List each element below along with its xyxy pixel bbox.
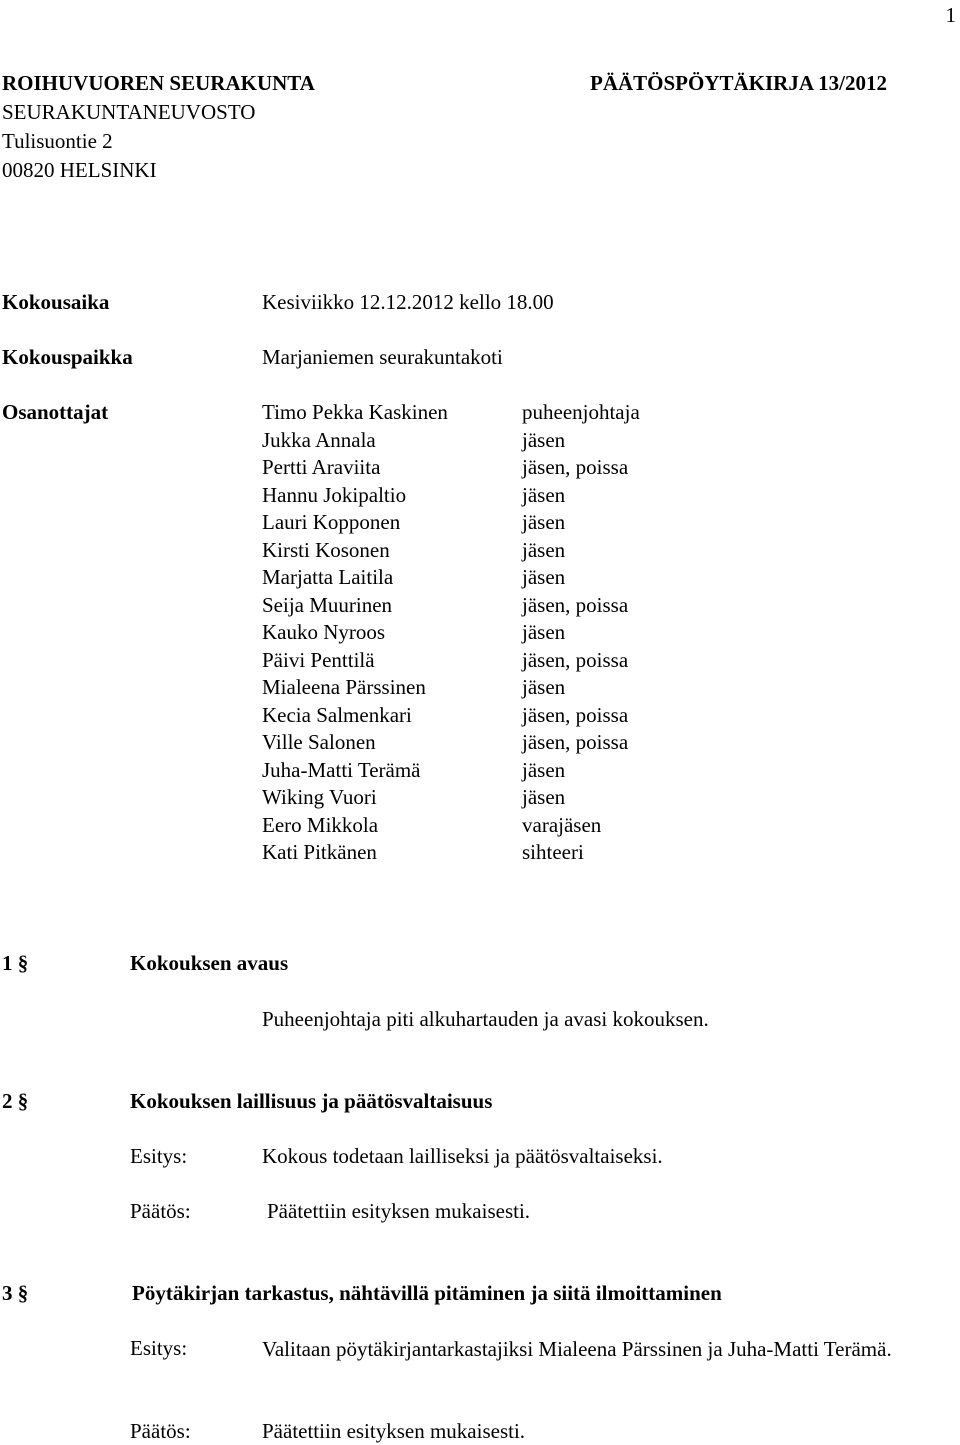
- participant-name: Wiking Vuori: [262, 785, 377, 809]
- participants-list: [262, 399, 640, 867]
- section-3-number: 3 §: [2, 1281, 29, 1305]
- participant-row: [262, 482, 640, 510]
- participant-role: sihteeri: [522, 840, 584, 864]
- participant-role: jäsen: [522, 620, 566, 644]
- org-street: Tulisuontie 2: [2, 129, 113, 153]
- participant-name: Juha-Matti Terämä: [262, 757, 421, 782]
- section-3-paatos-text: Päätettiin esityksen mukaisesti.: [262, 1419, 526, 1443]
- participant-row: [262, 812, 640, 840]
- section-3-paatos-label: Päätös:: [130, 1419, 191, 1443]
- participant-row: [262, 839, 640, 867]
- section-2-esitys-label: Esitys:: [130, 1144, 188, 1168]
- section-2-paatos-text: Päätettiin esityksen mukaisesti.: [267, 1199, 531, 1223]
- participant-row: [262, 592, 640, 620]
- participant-row: [262, 454, 640, 482]
- participant-name: Kati Pitkänen: [262, 840, 377, 864]
- participant-name: Päivi Penttilä: [262, 647, 375, 672]
- participant-role: varajäsen: [522, 812, 602, 837]
- participant-role: jäsen, poissa: [522, 592, 629, 617]
- org-name: ROIHUVUOREN SEURAKUNTA: [2, 71, 315, 95]
- participant-role: jäsen, poissa: [522, 647, 629, 672]
- page-number: 1: [945, 3, 956, 27]
- participant-row: [262, 399, 640, 427]
- participant-name: Eero Mikkola: [262, 812, 379, 837]
- participant-role: jäsen, poissa: [522, 702, 629, 727]
- participant-row: [262, 509, 640, 537]
- participant-role: jäsen, poissa: [522, 455, 629, 479]
- section-1-number: 1 §: [2, 951, 29, 975]
- participant-role: jäsen: [522, 427, 566, 452]
- participant-name: Marjatta Laitila: [262, 565, 394, 589]
- participant-row: [262, 674, 640, 702]
- participant-row: [262, 427, 640, 455]
- participant-row: [262, 702, 640, 730]
- participant-name: Seija Muurinen: [262, 592, 393, 617]
- participant-role: jäsen, poissa: [522, 730, 629, 754]
- participant-role: puheenjohtaja: [522, 400, 640, 424]
- participant-row: [262, 784, 640, 812]
- participant-name: Kecia Salmenkari: [262, 702, 412, 727]
- section-1-title: Kokouksen avaus: [130, 951, 289, 975]
- org-postal: 00820 HELSINKI: [2, 158, 157, 182]
- participant-role: jäsen: [522, 510, 566, 534]
- participant-row: [262, 619, 640, 647]
- meeting-time-label: Kokousaika: [2, 290, 110, 314]
- participant-role: jäsen: [522, 785, 566, 809]
- participant-role: jäsen: [522, 675, 566, 699]
- meeting-place-value: Marjaniemen seurakuntakoti: [262, 345, 503, 369]
- participant-role: jäsen: [522, 482, 566, 507]
- participant-row: [262, 757, 640, 785]
- participant-name: Jukka Annala: [262, 427, 376, 452]
- section-2-esitys-text: Kokous todetaan lailliseksi ja päätösvaltaiseksi.: [262, 1144, 663, 1168]
- participants-label: Osanottajat: [2, 400, 109, 424]
- participant-row: [262, 537, 640, 565]
- org-unit: SEURAKUNTANEUVOSTO: [2, 100, 256, 124]
- organization-header: [2, 70, 315, 186]
- participant-name: Pertti Araviita: [262, 455, 381, 479]
- participant-name: Mialeena Pärssinen: [262, 675, 426, 699]
- participant-role: jäsen: [522, 537, 566, 562]
- section-2-paatos-label: Päätös:: [130, 1199, 191, 1223]
- participant-name: Kirsti Kosonen: [262, 537, 390, 562]
- section-3-title: Pöytäkirjan tarkastus, nähtävillä pitäminen ja siitä ilmoittaminen: [132, 1281, 722, 1305]
- participant-name: Lauri Kopponen: [262, 510, 401, 534]
- section-2-number: 2 §: [2, 1089, 29, 1113]
- participant-name: Timo Pekka Kaskinen: [262, 400, 448, 424]
- section-1-text: Puheenjohtaja piti alkuhartauden ja avasi kokouksen.: [262, 1007, 709, 1031]
- participant-name: Ville Salonen: [262, 730, 376, 754]
- meeting-place-label: Kokouspaikka: [2, 345, 133, 369]
- participant-role: jäsen: [522, 565, 566, 589]
- participant-row: [262, 564, 640, 592]
- meeting-time-value: Kesiviikko 12.12.2012 kello 18.00: [262, 290, 554, 314]
- section-3-esitys-label: Esitys:: [130, 1336, 188, 1360]
- section-2-title: Kokouksen laillisuus ja päätösvaltaisuus: [130, 1089, 493, 1113]
- participant-role: jäsen: [522, 757, 566, 782]
- participant-name: Hannu Jokipaltio: [262, 482, 407, 507]
- document-title: PÄÄTÖSPÖYTÄKIRJA 13/2012: [590, 71, 887, 95]
- participant-row: [262, 729, 640, 757]
- section-3-esitys-text: Valitaan pöytäkirjantarkastajiksi Mialeena Pärssinen ja Juha-Matti Terämä.: [262, 1337, 892, 1361]
- participant-row: [262, 647, 640, 675]
- participant-name: Kauko Nyroos: [262, 620, 386, 644]
